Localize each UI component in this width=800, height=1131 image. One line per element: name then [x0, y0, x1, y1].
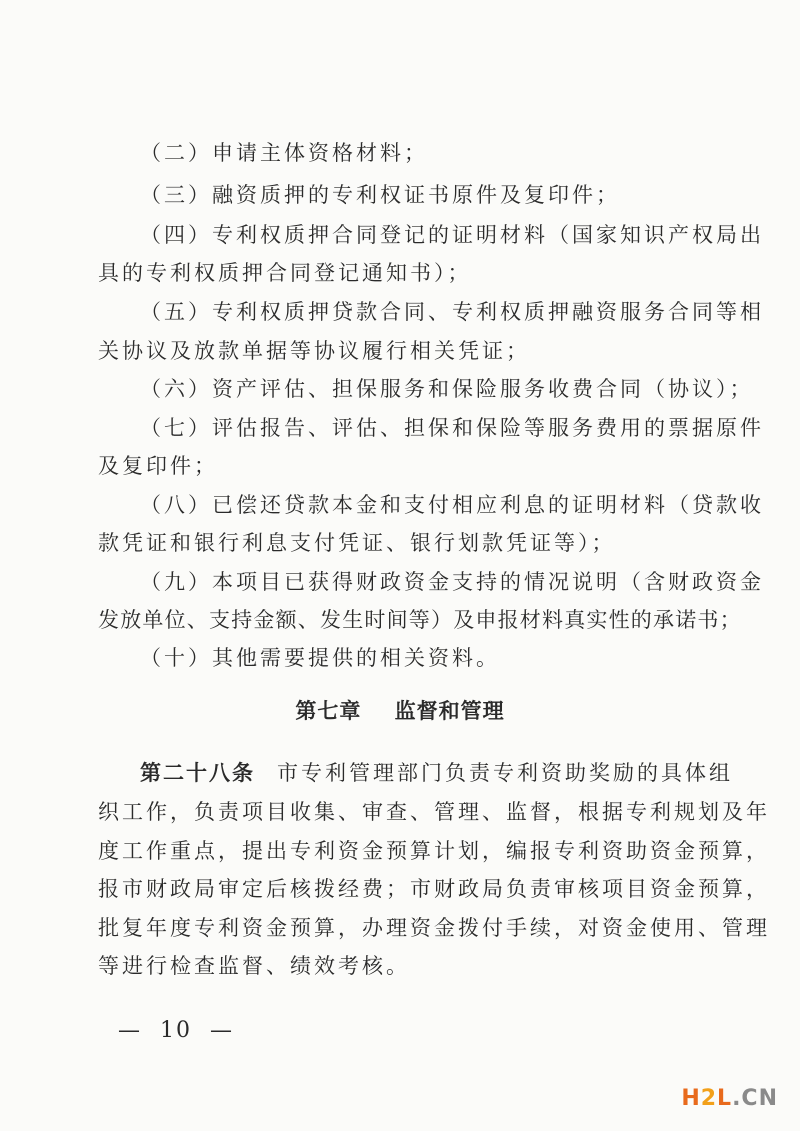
list-item-9: （九）本项目已获得财政资金支持的情况说明（含财政资金	[140, 570, 764, 594]
list-item-8-continuation: 款凭证和银行利息支付凭证、银行划款凭证等）；	[98, 531, 616, 555]
article-head: 第二十八条	[140, 761, 255, 785]
article-line: 等进行检查监督、绩效考核。	[98, 954, 410, 978]
list-item-3: （三）融资质押的专利权证书原件及复印件；	[140, 183, 620, 207]
list-item-7-continuation: 及复印件；	[98, 454, 218, 478]
article-line: 批复年度专利资金预算，办理资金拨付手续，对资金使用、管理	[98, 916, 770, 940]
page-number: — 10 —	[118, 1018, 234, 1043]
h2l-watermark-logo	[638, 1083, 778, 1113]
list-item-4-continuation: 具的专利权质押合同登记通知书）；	[98, 261, 472, 285]
list-item-10: （十）其他需要提供的相关资料。	[140, 646, 500, 670]
list-item-2: （二）申请主体资格材料；	[140, 141, 428, 165]
article-28-first-line	[140, 758, 733, 788]
list-item-6: （六）资产评估、担保服务和保险服务收费合同（协议）；	[140, 377, 754, 401]
watermark-l: L	[717, 1085, 733, 1111]
list-item-4: （四）专利权质押合同登记的证明材料（国家知识产权局出	[140, 223, 764, 247]
list-item-9-continuation: 发放单位、支持金额、发生时间等）及申报材料真实性的承诺书；	[98, 608, 742, 632]
list-item-5-continuation: 关协议及放款单据等协议履行相关凭证；	[98, 339, 530, 363]
article-line: 织工作，负责项目收集、审查、管理、监督，根据专利规划及年	[98, 800, 770, 824]
watermark-h: H	[681, 1085, 701, 1111]
list-item-8: （八）已偿还贷款本金和支付相应利息的证明材料（贷款收	[140, 493, 764, 517]
article-first-line-text: 市专利管理部门负责专利资助奖励的具体组	[277, 761, 733, 785]
list-item-5: （五）专利权质押贷款合同、专利权质押融资服务合同等相	[140, 300, 764, 324]
article-line: 度工作重点，提出专利资金预算计划，编报专利资助资金预算，	[98, 839, 770, 863]
list-item-7: （七）评估报告、评估、担保和保险等服务费用的票据原件	[140, 416, 764, 440]
watermark-2: 2	[700, 1085, 718, 1111]
chapter-title: 第七章 监督和管理	[295, 699, 505, 723]
watermark-cn: .CN	[732, 1085, 778, 1111]
article-line: 报市财政局审定后核拨经费；市财政局负责审核项目资金预算，	[98, 877, 770, 901]
